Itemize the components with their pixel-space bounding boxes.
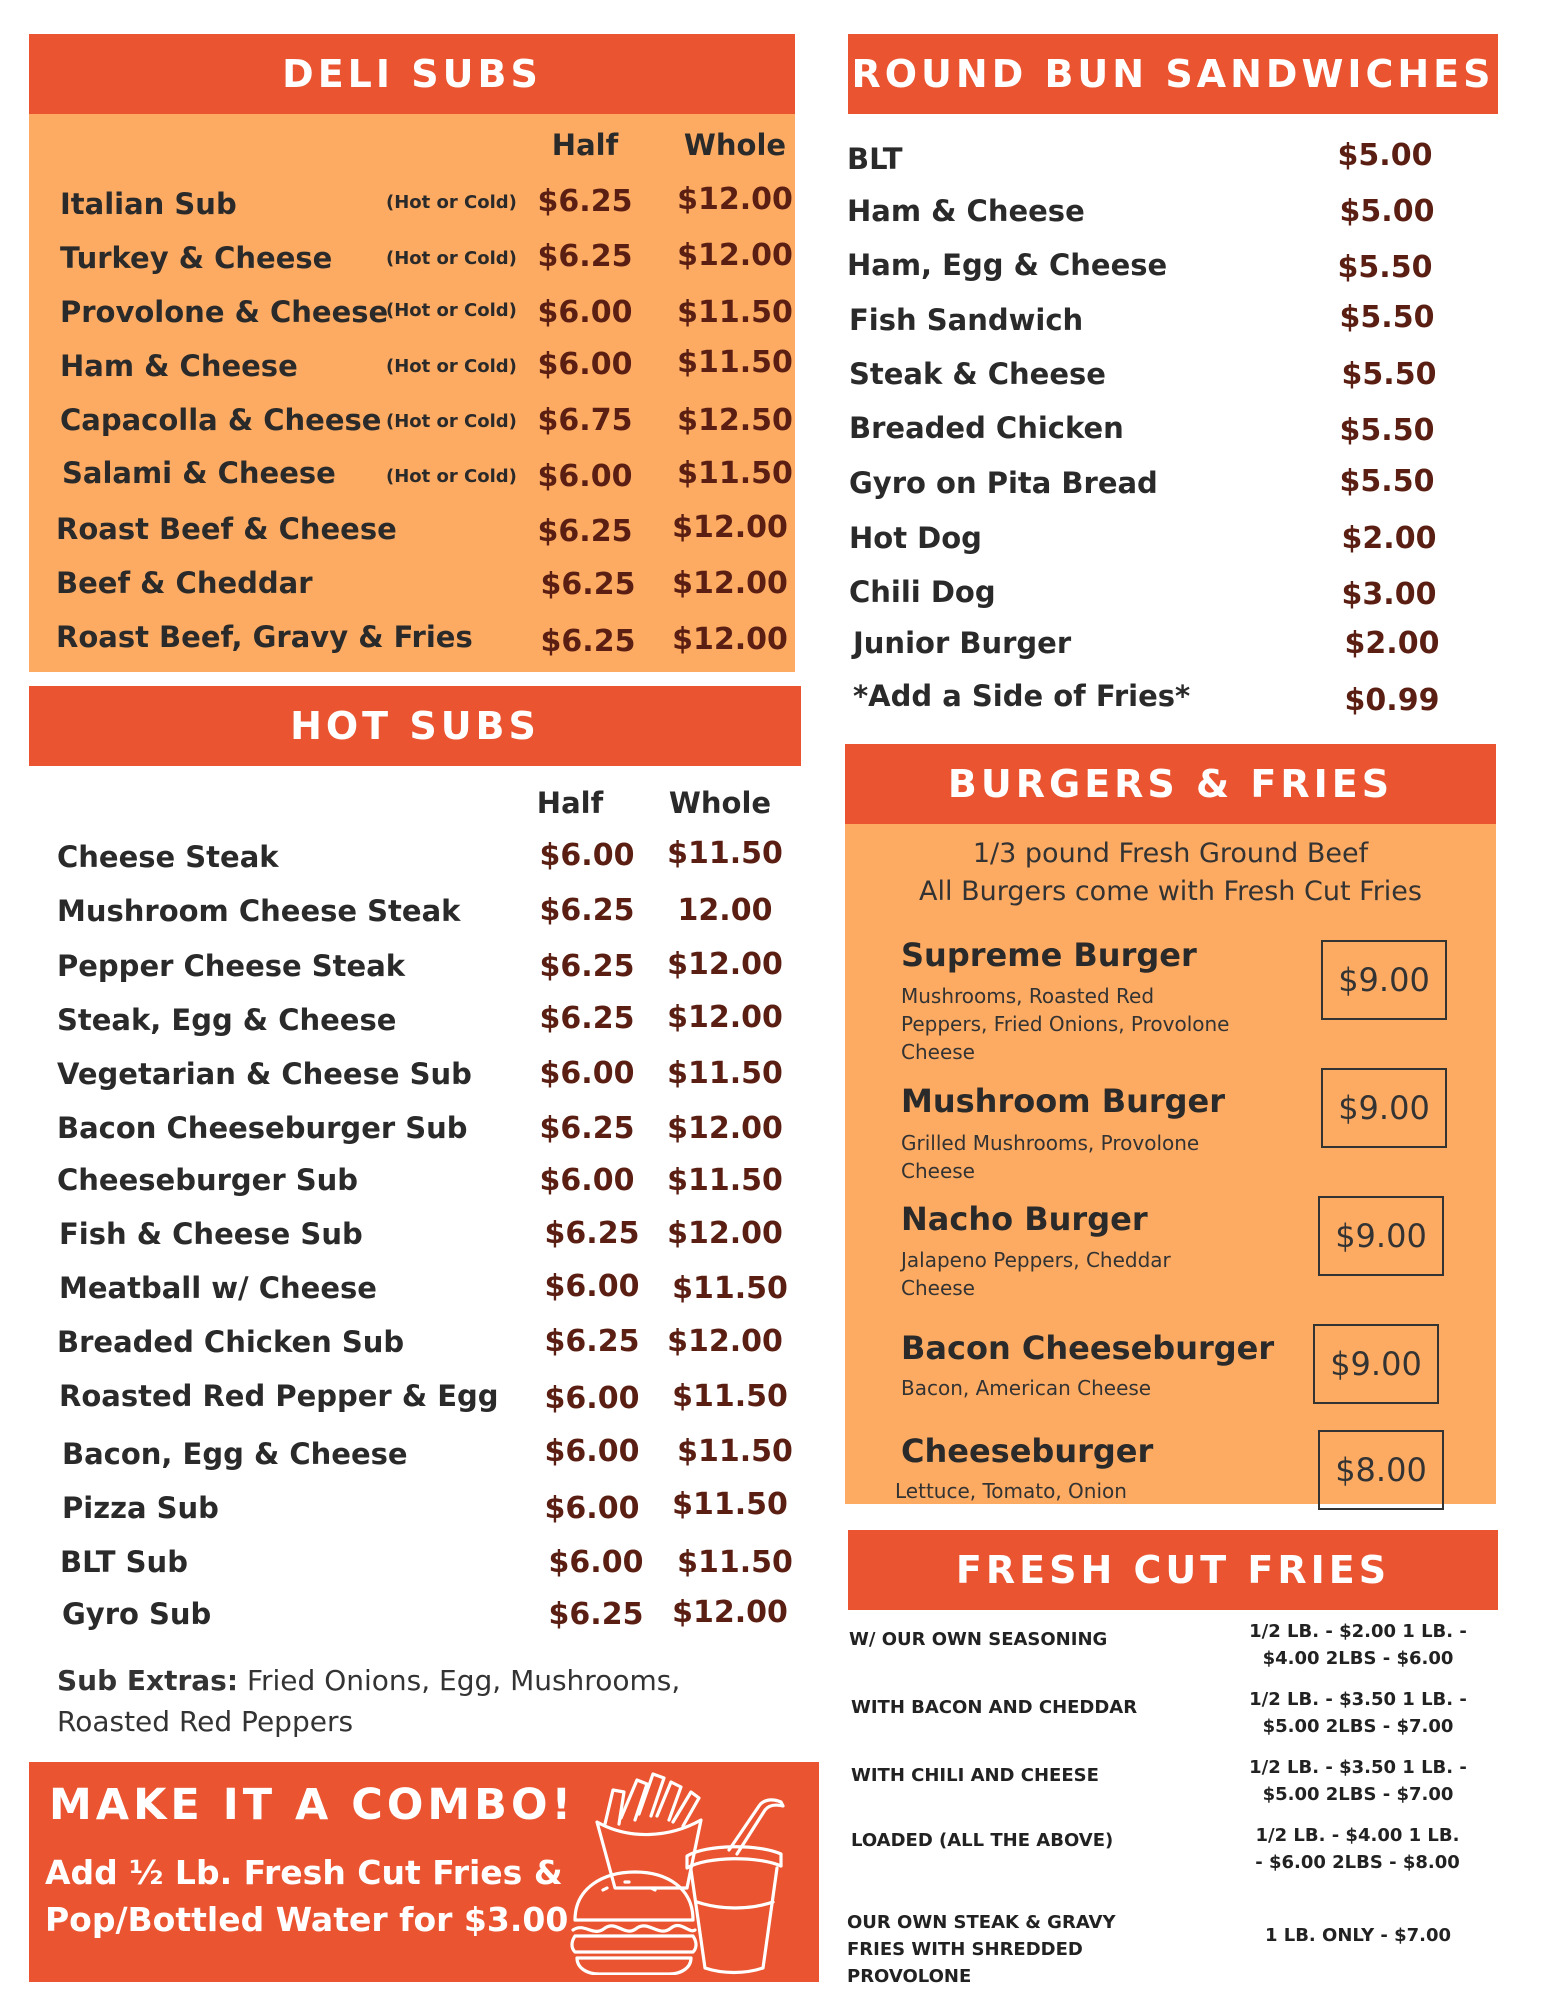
hot-whole-header: Whole xyxy=(668,786,772,820)
burger-desc: Mushrooms, Roasted Red Peppers, Fried Onions, Provolone Cheese xyxy=(901,984,1230,1064)
hot-item-name: Cheeseburger Sub xyxy=(57,1163,359,1197)
hot-item-name: Mushroom Cheese Steak xyxy=(57,894,461,928)
deli-subs-header xyxy=(29,34,795,114)
deli-item-note: (Hot or Cold) xyxy=(386,466,517,487)
hot-item-name: Vegetarian & Cheese Sub xyxy=(57,1057,472,1091)
fries-header xyxy=(848,1530,1498,1610)
hot-item-whole: $12.00 xyxy=(667,1000,783,1035)
hot-item-half: $6.25 xyxy=(539,949,635,984)
deli-half-header: Half xyxy=(551,128,619,162)
burger-price: $9.00 xyxy=(1313,1324,1439,1404)
fries-price: 1/2 LB. - $3.50 1 LB. - $5.00 2LBS - $7.00 xyxy=(1249,1757,1467,1805)
round-item-price: $5.50 xyxy=(1341,357,1437,392)
round-item-price: $5.50 xyxy=(1337,250,1433,285)
deli-item-half: $6.25 xyxy=(540,567,636,602)
round-item-name: Ham, Egg & Cheese xyxy=(847,248,1168,282)
hot-item-name: Fish & Cheese Sub xyxy=(59,1217,363,1251)
burger-desc: Bacon, American Cheese xyxy=(901,1376,1152,1400)
hot-item-whole: $11.50 xyxy=(667,836,783,871)
sub-extras-line1 xyxy=(57,1660,680,1701)
deli-item-whole: $12.00 xyxy=(672,510,788,545)
deli-item-name: Salami & Cheese xyxy=(62,456,336,490)
deli-item-name: Roast Beef, Gravy & Fries xyxy=(56,620,473,654)
deli-item-half: $6.75 xyxy=(537,403,633,438)
burger-name: Bacon Cheeseburger xyxy=(901,1329,1275,1367)
hot-item-name: BLT Sub xyxy=(60,1545,188,1579)
fries-price: 1 LB. ONLY - $7.00 xyxy=(1264,1925,1452,1946)
hot-item-half: $6.00 xyxy=(539,1056,635,1091)
burger-price: $9.00 xyxy=(1321,1068,1447,1148)
hot-item-whole: $12.00 xyxy=(667,1216,783,1251)
round-item-name: Breaded Chicken xyxy=(849,411,1124,445)
round-item-price: $5.50 xyxy=(1339,300,1435,335)
deli-item-name: Roast Beef & Cheese xyxy=(56,512,397,546)
hot-item-name: Bacon Cheeseburger Sub xyxy=(57,1111,468,1145)
burger-name: Supreme Burger xyxy=(901,936,1197,974)
deli-item-whole: $12.00 xyxy=(677,182,793,217)
deli-item-whole: $11.50 xyxy=(677,456,793,491)
fries-label: OUR OWN STEAK & GRAVY FRIES WITH SHREDDED PROVOLONE xyxy=(847,1912,1116,1987)
deli-item-name: Italian Sub xyxy=(60,187,237,221)
hot-item-name: Breaded Chicken Sub xyxy=(57,1325,405,1359)
burgers-subtitle-1: 1/3 pound Fresh Ground Beef xyxy=(972,838,1369,869)
hot-item-name: Gyro Sub xyxy=(62,1597,212,1631)
deli-item-half: $6.25 xyxy=(537,514,633,549)
burger-name: Cheeseburger xyxy=(901,1432,1154,1470)
deli-item-name: Provolone & Cheese xyxy=(60,295,389,329)
round-item-name: Ham & Cheese xyxy=(847,194,1085,228)
deli-item-note: (Hot or Cold) xyxy=(386,356,517,377)
hot-item-whole: $12.00 xyxy=(667,1111,783,1146)
round-item-name: Chili Dog xyxy=(849,575,996,609)
deli-item-name: Capacolla & Cheese xyxy=(60,403,382,437)
round-item-price: $2.00 xyxy=(1341,521,1437,556)
hot-item-whole: $11.50 xyxy=(667,1163,783,1198)
round-item-price: $5.50 xyxy=(1339,413,1435,448)
deli-item-whole: $12.50 xyxy=(677,403,793,438)
deli-item-note: (Hot or Cold) xyxy=(386,411,517,432)
deli-item-note: (Hot or Cold) xyxy=(386,300,517,321)
hot-item-whole: $12.00 xyxy=(672,1595,788,1630)
hot-item-half: $6.25 xyxy=(544,1324,640,1359)
round-item-price: $2.00 xyxy=(1344,626,1440,661)
fries-label: W/ OUR OWN SEASONING xyxy=(849,1629,1108,1650)
deli-item-half: $6.00 xyxy=(537,459,633,494)
deli-item-whole: $12.00 xyxy=(672,566,788,601)
hot-item-half: $6.00 xyxy=(544,1434,640,1469)
burger-name: Nacho Burger xyxy=(901,1200,1148,1238)
fries-price: 1/2 LB. - $2.00 1 LB. - $4.00 2LBS - $6.00 xyxy=(1249,1621,1467,1669)
hot-item-name: Pizza Sub xyxy=(62,1491,219,1525)
round-item-price: $5.50 xyxy=(1339,464,1435,499)
round-item-price: $5.00 xyxy=(1337,138,1433,173)
hot-item-whole: $11.50 xyxy=(677,1545,793,1580)
hot-item-name: Steak, Egg & Cheese xyxy=(57,1003,397,1037)
hot-item-whole: $12.00 xyxy=(667,1324,783,1359)
burger-desc: Grilled Mushrooms, Provolone Cheese xyxy=(901,1131,1200,1183)
burger-price: $9.00 xyxy=(1321,940,1447,1020)
sub-extras xyxy=(57,1660,680,1742)
deli-item-half: $6.25 xyxy=(537,239,633,274)
hot-item-half: $6.25 xyxy=(544,1216,640,1251)
deli-item-name: Beef & Cheddar xyxy=(56,566,313,600)
sub-extras-text: Fried Onions, Egg, Mushrooms, xyxy=(246,1664,681,1697)
burger-name: Mushroom Burger xyxy=(901,1082,1226,1120)
hot-subs-header xyxy=(29,686,801,766)
sub-extras-label: Sub Extras: xyxy=(57,1664,239,1697)
deli-item-half: $6.00 xyxy=(537,347,633,382)
deli-item-whole: $12.00 xyxy=(677,238,793,273)
hot-item-whole: $11.50 xyxy=(672,1487,788,1522)
burger-price: $9.00 xyxy=(1318,1196,1444,1276)
hot-item-half: $6.00 xyxy=(544,1381,640,1416)
deli-subs-title: DELI SUBS xyxy=(282,52,542,96)
combo-line1: Add ½ Lb. Fresh Cut Fries & xyxy=(45,1853,563,1892)
hot-item-name: Bacon, Egg & Cheese xyxy=(62,1437,408,1471)
deli-item-whole: $12.00 xyxy=(672,622,788,657)
fries-label: LOADED (ALL THE ABOVE) xyxy=(851,1830,1114,1851)
hot-item-half: $6.00 xyxy=(548,1545,644,1580)
hot-subs-title: HOT SUBS xyxy=(290,704,540,748)
burgers-title: BURGERS & FRIES xyxy=(947,762,1394,806)
combo-line2: Pop/Bottled Water for $3.00 xyxy=(45,1900,569,1939)
fries-price: 1/2 LB. - $3.50 1 LB. - $5.00 2LBS - $7.00 xyxy=(1249,1689,1467,1737)
hot-item-half: $6.25 xyxy=(539,893,635,928)
deli-item-name: Ham & Cheese xyxy=(60,349,298,383)
round-bun-header xyxy=(848,34,1498,114)
hot-item-half: $6.00 xyxy=(544,1491,640,1526)
round-item-name: Steak & Cheese xyxy=(849,357,1106,391)
hot-item-half: $6.25 xyxy=(548,1597,644,1632)
round-item-name: Gyro on Pita Bread xyxy=(849,466,1158,500)
deli-item-half: $6.25 xyxy=(540,624,636,659)
fries-title: FRESH CUT FRIES xyxy=(955,1548,1391,1592)
hot-item-whole: $11.50 xyxy=(672,1379,788,1414)
round-item-name: Hot Dog xyxy=(849,521,982,555)
hot-item-name: Pepper Cheese Steak xyxy=(57,949,406,983)
round-item-price: $0.99 xyxy=(1344,683,1440,718)
deli-item-whole: $11.50 xyxy=(677,295,793,330)
deli-item-name: Turkey & Cheese xyxy=(60,241,333,275)
hot-item-name: Roasted Red Pepper & Egg xyxy=(59,1379,499,1413)
burger-desc: Lettuce, Tomato, Onion xyxy=(895,1479,1127,1503)
hot-item-whole: 12.00 xyxy=(677,893,773,928)
hot-half-header: Half xyxy=(536,786,604,820)
hot-item-name: Meatball w/ Cheese xyxy=(59,1271,377,1305)
round-item-name: BLT xyxy=(847,142,903,176)
deli-item-whole: $11.50 xyxy=(677,345,793,380)
hot-item-whole: $11.50 xyxy=(667,1056,783,1091)
hot-item-name: Cheese Steak xyxy=(57,840,279,874)
combo-banner xyxy=(29,1762,819,1982)
hot-item-whole: $11.50 xyxy=(672,1271,788,1306)
burger-price: $8.00 xyxy=(1318,1430,1444,1510)
fries-label: WITH CHILI AND CHEESE xyxy=(851,1765,1099,1786)
fries-price: 1/2 LB. - $4.00 1 LB. - $6.00 2LBS - $8.00 xyxy=(1255,1825,1460,1873)
hot-item-half: $6.25 xyxy=(539,1111,635,1146)
round-item-price: $5.00 xyxy=(1339,194,1435,229)
burger-fries-drink-icon xyxy=(569,1770,814,1975)
round-bun-title: ROUND BUN SANDWICHES xyxy=(851,52,1495,96)
hot-item-half: $6.00 xyxy=(539,838,635,873)
round-item-name: Junior Burger xyxy=(853,626,1072,660)
fries-label: WITH BACON AND CHEDDAR xyxy=(851,1697,1138,1718)
deli-whole-header: Whole xyxy=(683,128,787,162)
hot-item-half: $6.25 xyxy=(539,1001,635,1036)
hot-item-half: $6.00 xyxy=(544,1269,640,1304)
round-item-price: $3.00 xyxy=(1341,577,1437,612)
hot-item-whole: $12.00 xyxy=(667,947,783,982)
hot-item-half: $6.00 xyxy=(539,1163,635,1198)
deli-item-note: (Hot or Cold) xyxy=(386,248,517,269)
round-item-name: *Add a Side of Fries* xyxy=(853,679,1191,713)
round-item-name: Fish Sandwich xyxy=(849,303,1084,337)
burgers-header xyxy=(845,744,1496,824)
deli-item-half: $6.25 xyxy=(537,184,633,219)
combo-title: MAKE IT A COMBO! xyxy=(49,1780,576,1830)
burger-desc: Jalapeno Peppers, Cheddar Cheese xyxy=(901,1248,1171,1300)
sub-extras-line2: Roasted Red Peppers xyxy=(57,1705,354,1738)
hot-item-whole: $11.50 xyxy=(677,1434,793,1469)
burgers-subtitle-2: All Burgers come with Fresh Cut Fries xyxy=(919,876,1422,907)
deli-item-note: (Hot or Cold) xyxy=(386,192,517,213)
deli-item-half: $6.00 xyxy=(537,295,633,330)
